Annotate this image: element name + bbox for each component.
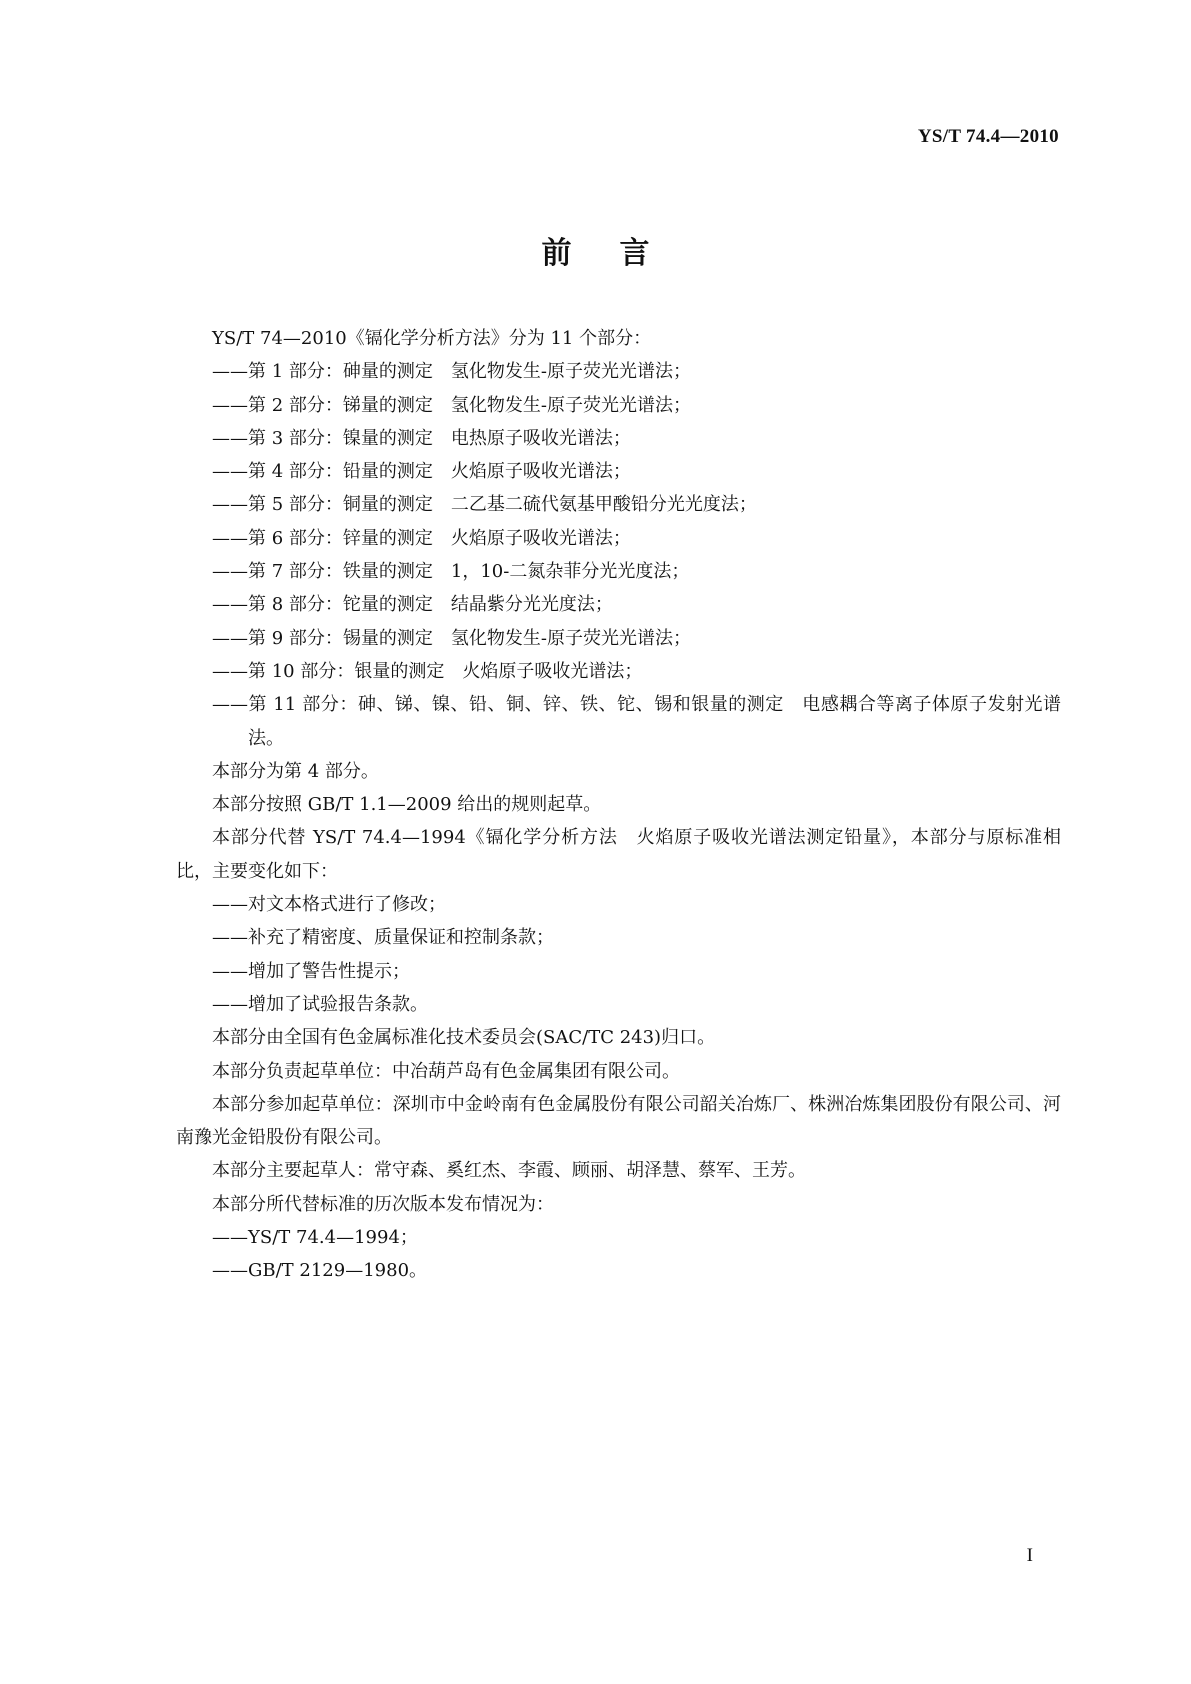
list-item: ——对文本格式进行了修改； — [212, 894, 446, 916]
list-item: ——补充了精密度、质量保证和控制条款； — [212, 927, 554, 949]
centralized-by: 本部分由全国有色金属标准化技术委员会(SAC/TC 243)归口。 — [212, 1027, 716, 1049]
list-item: ——第 3 部分：镍量的测定 电热原子吸收光谱法； — [212, 427, 631, 449]
parts-list — [176, 355, 1061, 755]
list-item: ——第 10 部分：银量的测定 火焰原子吸收光谱法； — [212, 660, 643, 682]
list-item: ——第 4 部分：铅量的测定 火焰原子吸收光谱法； — [212, 461, 631, 483]
main-drafters: 本部分主要起草人：常守森、奚红杰、李霞、顾丽、胡泽慧、蔡军、王芳。 — [212, 1160, 806, 1182]
list-item: ——第 2 部分：锑量的测定 氢化物发生-原子荧光光谱法； — [212, 394, 691, 416]
list-item: ——第 8 部分：铊量的测定 结晶紫分光光度法； — [212, 594, 613, 616]
list-item: ——增加了试验报告条款。 — [212, 993, 428, 1015]
history-list — [176, 1221, 1061, 1288]
list-item: ——增加了警告性提示； — [212, 960, 410, 982]
replacement-statement: 本部分代替 YS/T 74.4—1994《镉化学分析方法 火焰原子吸收光谱法测定铅量》，本部分与原标准相比，主要变化如下： — [176, 827, 1061, 882]
part-statement: 本部分为第 4 部分。 — [212, 760, 379, 782]
intro-paragraph: YS/T 74—2010《镉化学分析方法》分为 11 个部分： — [212, 328, 652, 349]
page-number: I — [1026, 1545, 1033, 1566]
history-intro: 本部分所代替标准的历次版本发布情况为： — [212, 1193, 554, 1215]
list-item: ——YS/T 74.4—1994； — [212, 1227, 418, 1249]
participating-units: 本部分参加起草单位：深圳市中金岭南有色金属股份有限公司韶关冶炼厂、株洲冶炼集团股份有限公司、河南豫光金铅股份有限公司。 — [176, 1093, 1061, 1149]
responsible-unit: 本部分负责起草单位：中冶葫芦岛有色金属集团有限公司。 — [212, 1060, 680, 1082]
list-item: ——第 7 部分：铁量的测定 1，10-二氮杂菲分光光度法； — [212, 561, 690, 583]
page-title: 前言 — [541, 236, 698, 271]
list-item: ——第 1 部分：砷量的测定 氢化物发生-原子荧光光谱法； — [212, 361, 691, 383]
list-item: ——第 5 部分：铜量的测定 二乙基二硫代氨基甲酸铅分光光度法； — [212, 494, 757, 516]
list-item: ——第 9 部分：锡量的测定 氢化物发生-原子荧光光谱法； — [212, 627, 691, 649]
drafting-rule: 本部分按照 GB/T 1.1—2009 给出的规则起草。 — [212, 794, 602, 816]
list-item: ——第 11 部分：砷、锑、镍、铅、铜、锌、铁、铊、锡和银量的测定 电感耦合等离子体原子发射光谱法。 — [212, 694, 1061, 749]
list-item: ——第 6 部分：锌量的测定 火焰原子吸收光谱法； — [212, 527, 631, 549]
list-item: ——GB/T 2129—1980。 — [212, 1260, 428, 1282]
standard-code: YS/T 74.4—2010 — [917, 126, 1059, 147]
foreword-body — [176, 322, 1061, 1288]
changes-list — [176, 888, 1061, 1021]
